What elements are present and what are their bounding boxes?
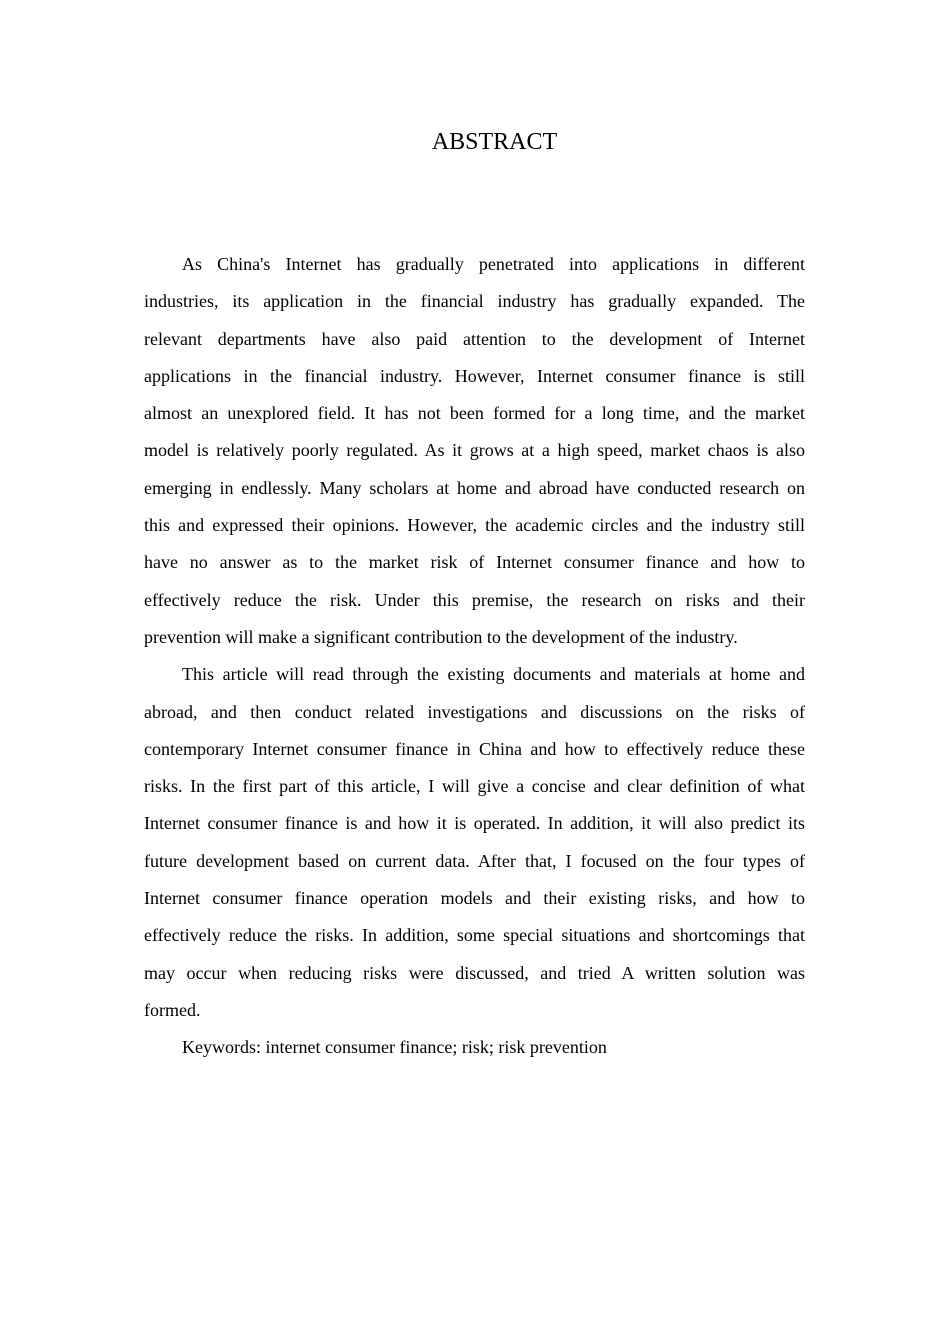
page-title: ABSTRACT [431,129,558,155]
paragraph-line: model is relatively poorly regulated. As it grows at a high speed, market chaos is also [144,440,805,461]
keywords-line: Keywords: internet consumer finance; risk; risk prevention [182,1037,607,1058]
paragraph-line: As China's Internet has gradually penetrated into applications in different [182,254,805,274]
abstract-body [144,246,805,1067]
paragraph-line: this and expressed their opinions. However, the academic circles and the industry still [144,515,805,536]
paragraph-line: formed. [144,999,201,1020]
paragraph-line: risks. In the first part of this article, I will give a concise and clear definition of what [144,776,805,797]
paragraph-line: future development based on current data. After that, I focused on the four types of [144,850,805,871]
paragraph-line: may occur when reducing risks were discussed, and tried A written solution was [144,962,805,983]
paragraph-line: This article will read through the existing documents and materials at home and [182,664,805,685]
paragraph-line: contemporary Internet consumer finance in China and how to effectively reduce these [144,738,805,759]
paragraph-line: relevant departments have also paid attention to the development of Internet [144,328,805,349]
paragraph-line: effectively reduce the risks. In addition, some special situations and shortcomings that [144,925,805,946]
paragraph-line: have no answer as to the market risk of Internet consumer finance and how to [144,552,805,573]
paragraph-line: almost an unexplored field. It has not been formed for a long time, and the market [144,403,805,424]
paragraph-line: prevention will make a significant contribution to the development of the industry. [144,626,738,647]
paragraph-line: emerging in endlessly. Many scholars at home and abroad have conducted research on [144,477,805,498]
paragraph-line: Internet consumer finance is and how it is operated. In addition, it will also predict its [144,813,805,834]
paragraph-line: Internet consumer finance operation models and their existing risks, and how to [144,888,805,909]
paragraph-line: applications in the financial industry. However, Internet consumer finance is still [144,365,805,386]
paragraph-line: effectively reduce the risk. Under this premise, the research on risks and their [144,589,805,610]
paragraph-line: abroad, and then conduct related investigations and discussions on the risks of [144,701,805,722]
paragraph-line: industries, its application in the financial industry has gradually expanded. The [144,291,805,312]
